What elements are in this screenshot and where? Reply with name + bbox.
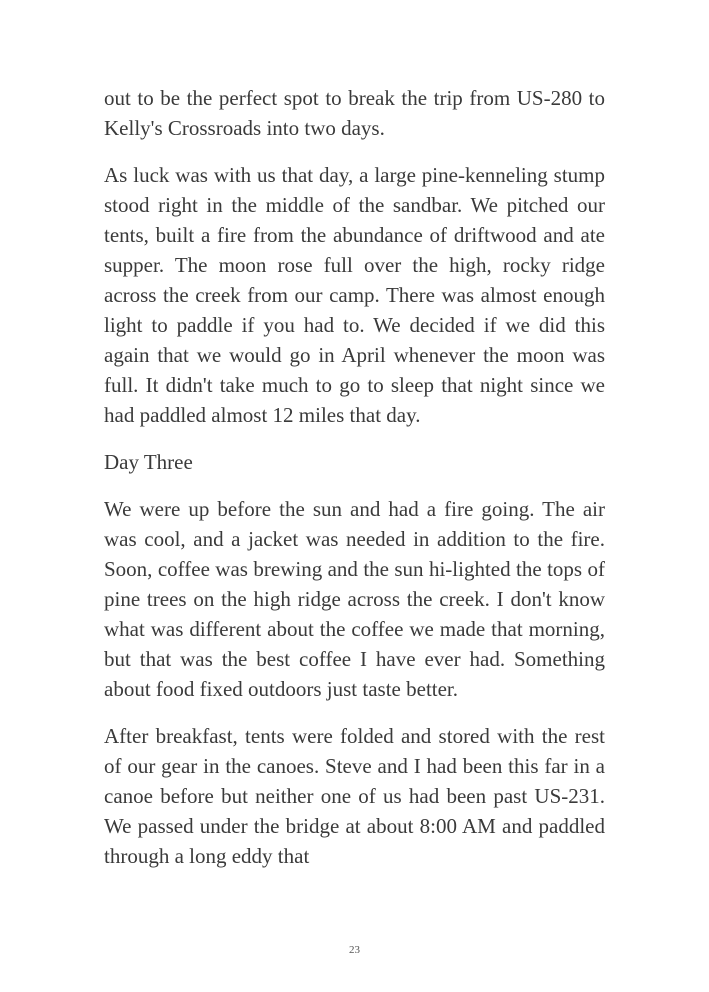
page-number: 23 — [349, 944, 360, 956]
paragraph-morning-coffee: We were up before the sun and had a fire going. The air was cool, and a jacket was needed in addition to the fire. Soon, coffee was brewing and the sun hi-lighted the tops of pine trees on the high ridge across the creek. I don't know what was different about the coffee we made that morning, but that was the best coffee I have ever had. Something about food fixed outdoors just taste better. — [104, 497, 605, 701]
section-heading-day-three: Day Three — [104, 450, 193, 474]
paragraph-camp-night: As luck was with us that day, a large pine-kenneling stump stood right in the middle of the sandbar. We pitched our tents, built a fire from the abundance of driftwood and ate supper. The moon rose full over the high, rocky ridge across the creek from our camp. There was almost enough light to paddle if you had to. We decided if we did this again that we would go in April whenever the moon was full. It didn't take much to go to sleep that night since we had paddled almost 12 miles that day. — [104, 163, 605, 427]
page-body — [104, 83, 605, 888]
paragraph-continuation: out to be the perfect spot to break the trip from US-280 to Kelly's Crossroads into two days. — [104, 86, 605, 140]
paragraph-after-breakfast: After breakfast, tents were folded and stored with the rest of our gear in the canoes. Steve and I had been this far in a canoe before but neither one of us had been past US-231. We passed under the bridge at about 8:00 AM and paddled through a long eddy that — [104, 724, 605, 868]
